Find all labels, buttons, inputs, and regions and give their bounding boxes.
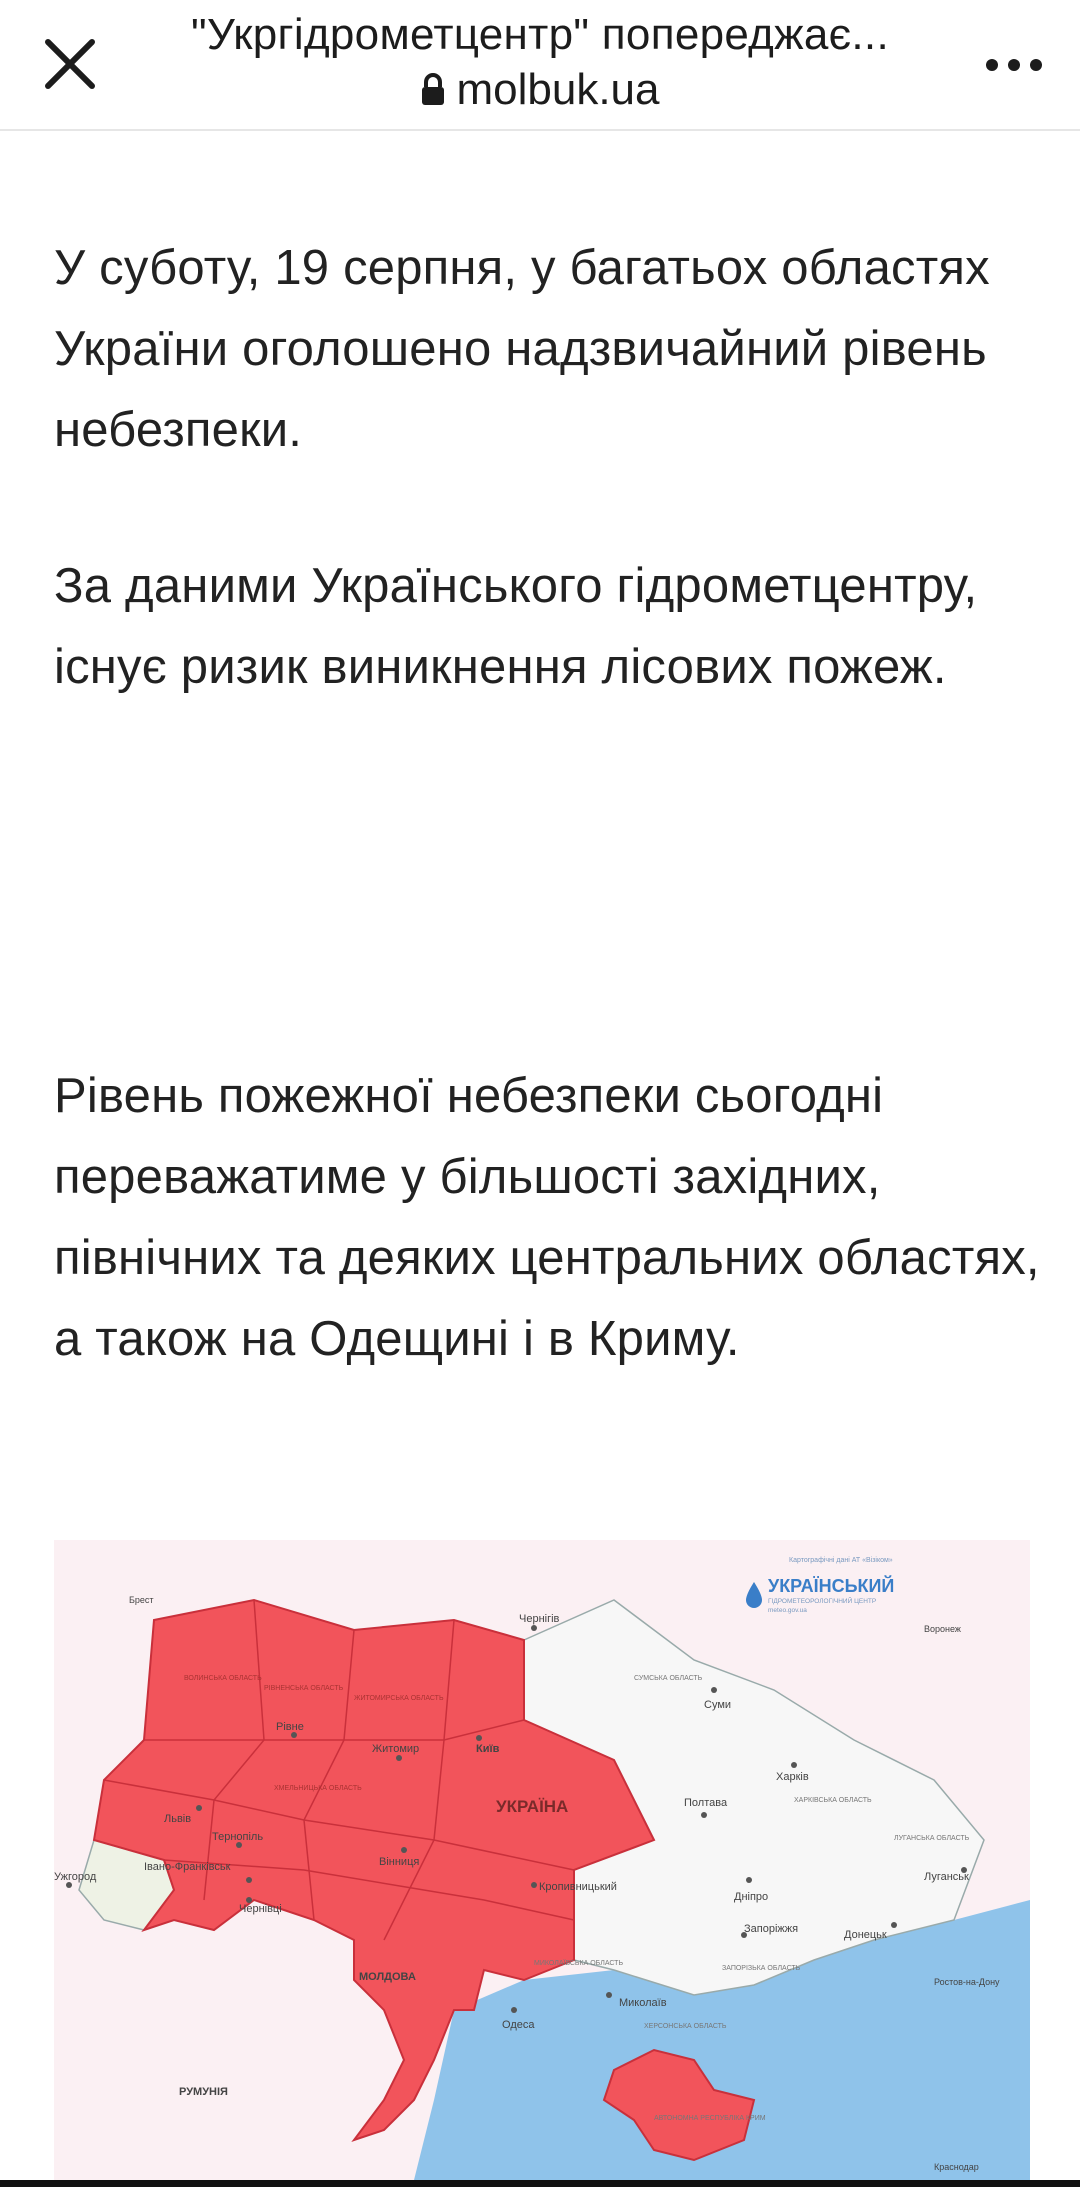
label-kyiv: Київ [476,1743,500,1755]
label-volyn-obl: ВОЛИНСЬКА ОБЛАСТЬ [184,1675,262,1682]
more-options-button[interactable] [978,40,1050,90]
label-kherson-obl: ХЕРСОНСЬКА ОБЛАСТЬ [644,2023,727,2030]
browser-top-bar [0,0,1080,131]
domain-text: molbuk.ua [456,65,660,114]
label-poltava: Полтава [684,1797,728,1809]
label-odesa: Одеса [502,2019,535,2031]
label-rivne-obl: РІВНЕНСЬКА ОБЛАСТЬ [264,1685,344,1692]
title-block [125,6,955,116]
label-luhansk-obl: ЛУГАНСЬКА ОБЛАСТЬ [894,1835,970,1842]
map-image [54,1540,1030,2180]
label-ternopil: Тернопіль [212,1831,264,1843]
label-sumy-obl: СУМСЬКА ОБЛАСТЬ [634,1675,703,1682]
label-vinnytsia: Вінниця [379,1856,420,1868]
logo-sub: ГІДРОМЕТЕОРОЛОГІЧНИЙ ЦЕНТР [768,1598,877,1605]
label-uzhhorod: Ужгород [54,1871,97,1883]
label-zaporizhzhia-obl: ЗАПОРІЗЬКА ОБЛАСТЬ [722,1965,801,1972]
logo-small-text: Картографічні дані АТ «Візіком» [789,1557,893,1564]
logo-url: meteo.gov.ua [768,1607,807,1614]
label-rostov: Ростов-на-Дону [934,1977,1000,1987]
label-sumy: Суми [704,1699,732,1711]
lock-icon [420,73,446,107]
bottom-edge-bar [0,2180,1080,2187]
article-paragraph-1: У суботу, 19 серпня, у багатьох областях України оголошено надзвичайний рівень небезпеки. [54,241,990,457]
label-ukraina: УКРАЇНА [496,1797,569,1816]
label-zaporizhzhia: Запоріжжя [744,1923,799,1935]
label-kharkiv: Харків [776,1771,809,1783]
label-chernihiv: Чернігів [519,1613,560,1625]
label-khmelnytskyi-obl: ХМЕЛЬНИЦЬКА ОБЛАСТЬ [274,1785,362,1792]
url-row[interactable] [125,64,955,116]
label-dnipro: Дніпро [734,1891,769,1903]
label-crimea: АВТОНОМНА РЕСПУБЛІКА КРИМ [654,2115,766,2122]
close-button[interactable] [34,28,106,100]
article-paragraph-2: За даними Українського гідрометцентру, існує ризик виникнення лісових пожеж. [54,559,978,694]
article-paragraph-3: Рівень пожежної небезпеки сьогодні переважатиме у більшості західних, північних та деяких центральних областях, а також на Одещині і в Криму. [54,1069,1040,1366]
label-luhansk: Луганськ [924,1871,969,1883]
label-romania: РУМУНІЯ [179,2086,228,2098]
label-zhytomyr: Житомир [372,1743,420,1755]
label-krasnodar: Краснодар [934,2162,979,2172]
label-chernivtsi: Чернівці [239,1903,282,1915]
label-donetsk: Донецьк [844,1929,887,1941]
label-ivano: Івано-Франківськ [144,1861,231,1873]
fire-danger-map [54,1540,1030,2180]
label-brest: Брест [129,1595,154,1605]
label-lviv: Львів [164,1813,192,1825]
page-title: "Укргідрометцентр" попереджає... [191,10,889,59]
label-voronezh: Воронеж [924,1624,961,1634]
more-vertical-dots-icon [978,40,1050,90]
label-zhytomyr-obl: ЖИТОМИРСЬКА ОБЛАСТЬ [354,1695,444,1702]
label-kropyvnytskyi: Кропивницький [539,1881,617,1893]
label-mykolaiv: Миколаїв [619,1997,667,2009]
close-icon [34,28,106,100]
logo-name: УКРАЇНСЬКИЙ [768,1576,895,1596]
label-mykolaiv-obl: МИКОЛАЇВСЬКА ОБЛАСТЬ [534,1960,624,1967]
label-kharkiv-obl: ХАРКІВСЬКА ОБЛАСТЬ [794,1797,872,1804]
label-moldova: МОЛДОВА [359,1971,416,1983]
label-rivne: Рівне [276,1721,304,1733]
